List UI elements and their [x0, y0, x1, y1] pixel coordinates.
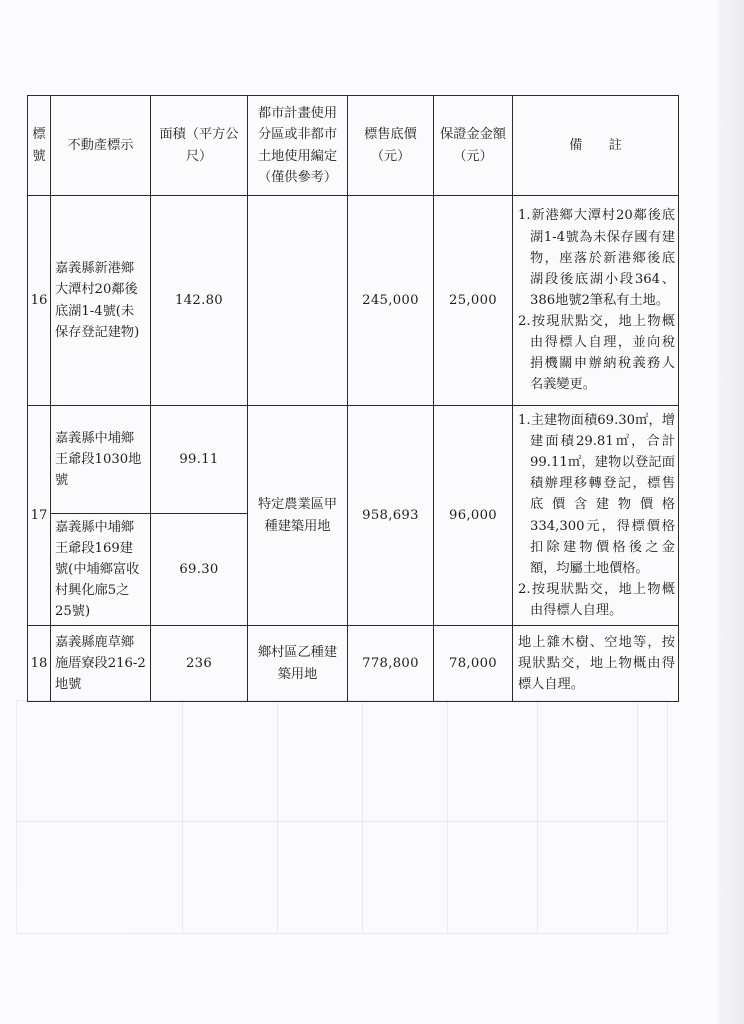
base-price: 245,000 [348, 196, 434, 406]
area-value: 142.80 [151, 196, 248, 406]
page-edge-shadow [718, 0, 744, 1024]
header-row [28, 96, 679, 196]
property-description: 嘉義縣鹿草鄉施厝寮段216-2地號 [51, 626, 151, 702]
header-property: 不動產標示 [51, 96, 151, 196]
base-price: 778,800 [348, 626, 434, 702]
remark-item: 1.新港鄉大潭村20鄰後底湖1-4號為未保存國有建物，座落於新港鄉後底湖段後底湖小段364、386地號2筆私有土地。 [518, 208, 675, 308]
zoning-value [248, 196, 348, 406]
remark-item: 2.按現狀點交，地上物概由得標人自理，並向稅捐機關申辦納稅義務人名義變更。 [518, 314, 675, 393]
deposit-amount: 78,000 [434, 626, 513, 702]
header-area: 面積（平方公尺） [151, 96, 248, 196]
zoning-value: 特定農業區甲種建築用地 [248, 406, 348, 626]
property-description: 嘉義縣新港鄉大潭村20鄰後底湖1-4號(未保存登記建物) [51, 196, 151, 406]
header-zoning: 都市計畫使用分區或非都市土地使用編定（僅供參考） [248, 96, 348, 196]
remark-item: 2.按現狀點交，地上物概由得標人自理。 [518, 581, 675, 618]
row-number: 18 [28, 626, 51, 702]
table-row [28, 626, 679, 702]
remark-item: 地上雜木樹、空地等，按現狀點交，地上物概由得標人自理。 [518, 634, 675, 693]
deposit-amount: 25,000 [434, 196, 513, 406]
bleed-through-table [16, 700, 668, 934]
remarks-cell [513, 626, 679, 702]
table-row [28, 406, 679, 514]
auction-listing-table [27, 95, 679, 702]
zoning-value: 鄉村區乙種建築用地 [248, 626, 348, 702]
header-price: 標售底價（元） [348, 96, 434, 196]
row-number: 17 [28, 406, 51, 626]
header-remarks: 備 註 [513, 96, 679, 196]
header-deposit: 保證金金額（元） [434, 96, 513, 196]
remarks-cell [513, 406, 679, 626]
table-row [28, 196, 679, 406]
property-description: 嘉義縣中埔鄉王爺段169建號(中埔鄉富收村興化廍5之25號) [51, 514, 151, 626]
remark-item: 1.主建物面積69.30㎡，增建面積29.81㎡，合計99.11㎡，建物以登記面積辦理移轉登記，標售底價含建物價格334,300元，得標價格扣除建物價格後之金額，均屬土地價格。 [518, 412, 675, 576]
deposit-amount: 96,000 [434, 406, 513, 626]
header-no: 標號 [28, 96, 51, 196]
remarks-cell [513, 196, 679, 406]
area-value: 236 [151, 626, 248, 702]
area-value: 69.30 [151, 514, 248, 626]
base-price: 958,693 [348, 406, 434, 626]
area-value: 99.11 [151, 406, 248, 514]
row-number: 16 [28, 196, 51, 406]
property-description: 嘉義縣中埔鄉王爺段1030地號 [51, 406, 151, 514]
